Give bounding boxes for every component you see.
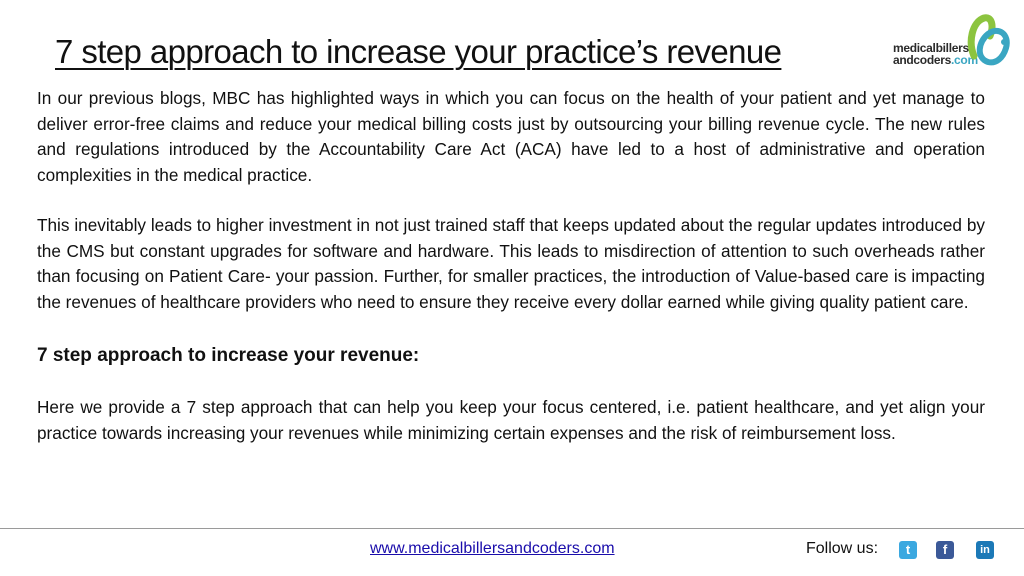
- linkedin-icon[interactable]: [976, 541, 994, 559]
- follow-label: Follow us:: [806, 540, 879, 557]
- intro-paragraph: In our previous blogs, MBC has highlighted ways in which you can focus on the health of your patient and yet manage to deliver error-free claims and reduce your medical billing costs just by outsourcing your billing revenue cycle. The new rules and regulations introduced by the Accountability Care Act (ACA) have led to a host of administrative and operation complexities in the medical practice.: [37, 88, 985, 185]
- facebook-glyph: f: [942, 542, 948, 557]
- section-heading: 7 step approach to increase your revenue:: [37, 345, 420, 366]
- investment-paragraph: This inevitably leads to higher investment in not just trained staff that keeps updated about the regular updates introduced by the CMS but constant upgrades for software and hardware. This leads to misdirection of attention to such overheads rather than focusing on Patient Care- your passion. Further, for smaller practices, the introduction of Value-based care is impacting the revenues of healthcare providers who need to ensure they receive every dollar earned while giving quality patient care.: [37, 215, 985, 312]
- main-content: [37, 86, 985, 446]
- logo-line2: andcoders: [893, 53, 951, 67]
- approach-paragraph: Here we provide a 7 step approach that can help you keep your focus centered, i.e. patient healthcare, and yet align your practice towards increasing your revenues while minimizing certain expenses and the risk of reimbursement loss.: [37, 397, 985, 443]
- footer-divider: [0, 528, 1024, 529]
- facebook-icon[interactable]: [936, 541, 954, 559]
- twitter-glyph: t: [905, 542, 911, 557]
- logo-line2-suffix: .com: [951, 53, 978, 67]
- website-link[interactable]: www.medicalbillersandcoders.com: [370, 540, 615, 557]
- linkedin-glyph: in: [980, 544, 990, 556]
- logo-line1: medicalbillers: [893, 41, 969, 55]
- twitter-icon[interactable]: [899, 541, 917, 559]
- company-logo[interactable]: [893, 12, 1018, 76]
- mbc-logo-icon: [966, 12, 1012, 70]
- page-title: 7 step approach to increase your practice’s revenue: [55, 33, 782, 70]
